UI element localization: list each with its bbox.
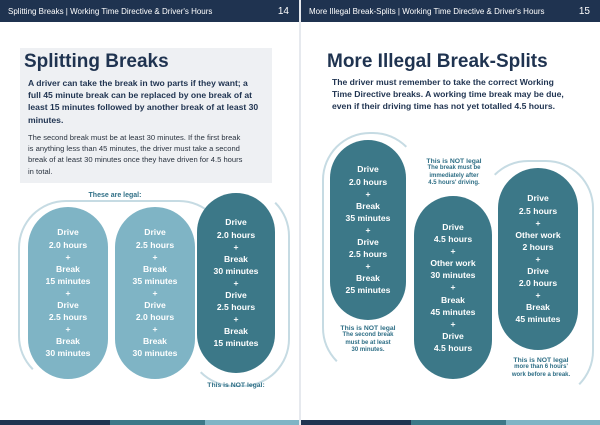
intro-line: least 15 minutes followed by another break of at least 30 (28, 102, 259, 113)
pill-line: Break (441, 294, 465, 305)
pill-line: Drive (57, 300, 79, 311)
pill-line: 2.0 hours (216, 229, 256, 240)
right-header-title: More Illegal Break-Splits | Working Time Directive & Driver's Hours (309, 6, 545, 16)
pill-line: 35 minutes (132, 275, 178, 286)
pill-line: + (152, 324, 158, 335)
pill-line: 2.0 hours (135, 312, 175, 323)
pill-line: 2.5 hours (216, 302, 256, 313)
pill-line: + (152, 287, 158, 298)
pill-line: + (365, 188, 371, 199)
footer-strip (110, 420, 205, 425)
right-intro-paragraph (332, 76, 590, 113)
pill-line: + (450, 282, 456, 293)
pill-line: 2 hours (522, 241, 554, 252)
pill-line: Break (224, 253, 248, 264)
right-page-title: More Illegal Break-Splits (327, 51, 548, 72)
pill-line: Break (356, 200, 380, 211)
pill-line: Break (143, 336, 167, 347)
pill-line: Break (56, 263, 80, 274)
pill-line: + (535, 253, 541, 264)
pill-line: Drive (57, 227, 79, 238)
intro-line: full 45 minute break can be replaced by one break of at (28, 90, 252, 101)
pill-line: 2.5 hours (518, 205, 558, 216)
pill-line: Other work (515, 229, 561, 240)
pill-line: Drive (144, 227, 166, 238)
pill-line: 45 minutes (430, 306, 476, 317)
note-line: must be at least (345, 339, 391, 346)
pill-line: Drive (225, 290, 247, 301)
pill-line: 30 minutes (45, 348, 91, 359)
illegal-split-pill-3 (498, 168, 578, 350)
intro-line: The driver must remember to take the correct Working (332, 77, 554, 87)
note-line: 4.5 hours' driving. (428, 180, 480, 187)
pill-line: + (535, 290, 541, 301)
intro-line: minutes. (28, 114, 64, 125)
footer-strip (0, 420, 110, 425)
pill-line: 35 minutes (345, 212, 391, 223)
body-line: The second break must be at least 30 minutes. If the first break (28, 133, 241, 142)
pill-line: 2.0 hours (348, 176, 388, 187)
left-page-title: Splitting Breaks (24, 51, 169, 72)
pill-line: + (365, 224, 371, 235)
footer-strip (506, 420, 600, 425)
pill-line: 45 minutes (515, 314, 561, 325)
note-heading: This is NOT legal (426, 158, 482, 165)
legal-split-pill-1 (28, 207, 108, 379)
pill-line: Break (526, 302, 550, 313)
intro-line: A driver can take the break in two parts if they want; a (28, 78, 248, 88)
pill-line: + (450, 246, 456, 257)
pill-line: 4.5 hours (433, 342, 473, 353)
note-heading: This is NOT legal (513, 357, 569, 364)
illegal-note-1 (324, 325, 412, 355)
left-page-header (0, 0, 299, 22)
pill-line: + (65, 287, 71, 298)
pill-line: 30 minutes (132, 348, 178, 359)
pill-line: 2.0 hours (48, 239, 88, 250)
pill-line: + (152, 251, 158, 262)
pill-line: 15 minutes (213, 338, 259, 349)
note-line: more than 6 hours' (514, 364, 568, 371)
legal-label: These are legal: (88, 192, 142, 199)
left-body-paragraph (28, 132, 276, 177)
pill-line: 30 minutes (213, 265, 259, 276)
left-intro-paragraph (28, 77, 276, 126)
pill-line: + (233, 241, 239, 252)
note-line: The second break (342, 332, 394, 339)
pill-line: 2.0 hours (518, 278, 558, 289)
left-header-title: Splitting Breaks | Working Time Directive & Driver's Hours (8, 6, 213, 16)
pill-line: 2.5 hours (348, 249, 388, 260)
intro-line: even if their driving time has not yet totalled 4.5 hours. (332, 101, 556, 112)
pill-line: 2.5 hours (48, 312, 88, 323)
pill-line: + (535, 217, 541, 228)
pill-line: 2.5 hours (135, 239, 175, 250)
pill-line: 30 minutes (430, 270, 476, 281)
pill-line: Drive (527, 266, 549, 277)
pill-line: + (365, 261, 371, 272)
pill-line: Break (356, 273, 380, 284)
page-gutter (299, 0, 301, 425)
body-line: is anything less than 45 minutes, the driver must take a second (28, 144, 240, 154)
pill-line: Break (143, 263, 167, 274)
illegal-note-3 (500, 357, 582, 379)
pill-line: + (233, 277, 239, 288)
pill-line: Drive (442, 221, 464, 232)
pill-line: Drive (357, 164, 379, 175)
pill-line: Drive (442, 330, 464, 341)
pill-line: 15 minutes (45, 275, 91, 286)
note-line: The break must be (427, 165, 481, 172)
pill-line: Break (224, 326, 248, 337)
pill-line: Drive (527, 193, 549, 204)
note-line: work before a break. (511, 371, 571, 378)
not-legal-split-pill (197, 193, 275, 373)
note-line: 30 minutes. (351, 347, 385, 354)
intro-line: Time Directive breaks. A working time break may be due, (332, 89, 564, 100)
footer-strip (205, 420, 299, 425)
pill-line: 4.5 hours (433, 234, 473, 245)
pill-line: Drive (225, 217, 247, 228)
note-heading: This is NOT legal (340, 325, 396, 332)
pill-line: 25 minutes (345, 285, 391, 296)
right-page-header (301, 0, 600, 22)
pill-line: + (233, 314, 239, 325)
illegal-split-pill-2 (414, 196, 492, 379)
footer-strip (301, 420, 411, 425)
legal-split-pill-2 (115, 207, 195, 379)
right-page-number: 15 (578, 5, 590, 17)
left-page-number: 14 (277, 5, 289, 17)
pill-line: Drive (144, 300, 166, 311)
pill-line: Drive (357, 237, 379, 248)
note-line: immediately after (429, 172, 479, 179)
body-line: in total. (28, 166, 53, 176)
illegal-split-pill-1 (330, 140, 406, 320)
pill-line: Break (56, 336, 80, 347)
pill-line: + (65, 324, 71, 335)
pill-line: + (450, 318, 456, 329)
pill-line: + (65, 251, 71, 262)
not-legal-label: This is NOT legal: (207, 382, 265, 389)
body-line: break of at least 30 minutes once they have driven for 4.5 hours (28, 155, 243, 165)
footer-strip (411, 420, 506, 425)
illegal-note-2 (414, 158, 494, 188)
pill-line: Other work (430, 258, 476, 269)
